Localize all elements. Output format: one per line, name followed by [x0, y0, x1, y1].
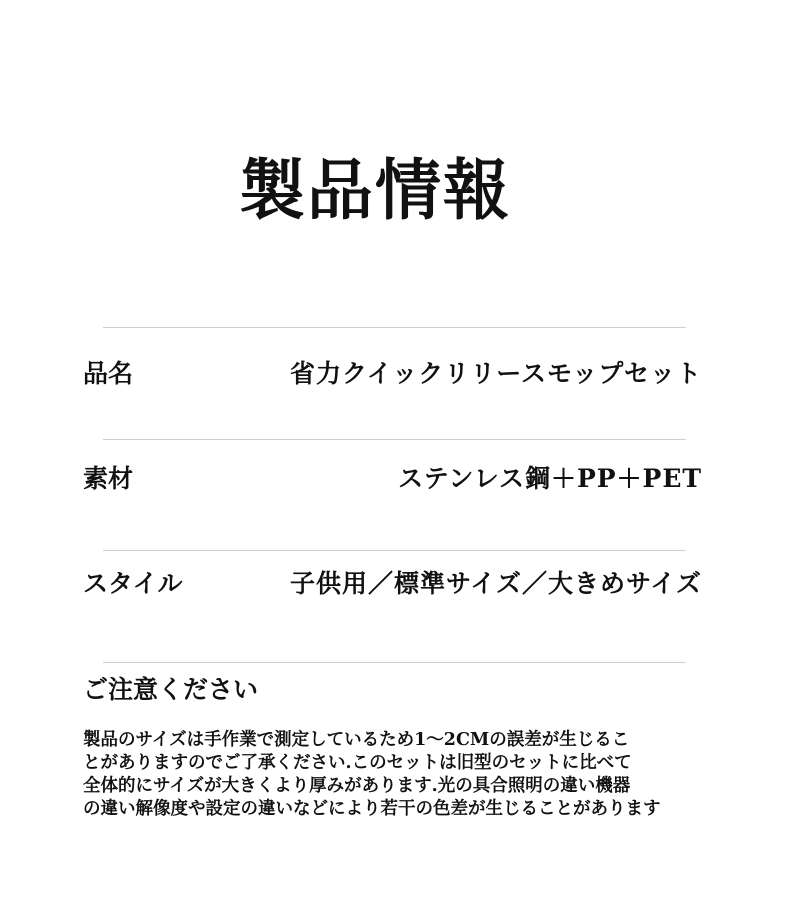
- material-value: ステンレス鋼＋PP＋PET: [398, 464, 702, 493]
- notice-line: の違い解像度や設定の違いなどにより若干の色差が生じることがあります: [83, 799, 661, 819]
- divider-3: [103, 662, 686, 663]
- divider-2: [103, 550, 686, 551]
- page-title: 製品情報: [239, 151, 511, 229]
- style-label: スタイル: [83, 569, 183, 598]
- notice-heading: ご注意ください: [83, 675, 259, 704]
- notice-line: 全体的にサイズが大きくより厚みがあります.光の具合照明の違い機器: [83, 776, 631, 796]
- notice-line: とがありますのでご了承ください.このセットは旧型のセットに比べて: [83, 753, 632, 773]
- divider-top: [103, 327, 686, 328]
- notice-line: 製品のサイズは手作業で測定しているため1～2CMの誤差が生じるこ: [83, 730, 630, 750]
- material-label: 素材: [83, 464, 134, 493]
- product-name-value: 省力クイックリリースモップセット: [289, 359, 702, 388]
- divider-1: [103, 439, 686, 440]
- notice-body: [83, 729, 743, 821]
- style-value: 子供用／標準サイズ／大きめサイズ: [289, 569, 702, 598]
- product-name-label: 品名: [83, 359, 134, 388]
